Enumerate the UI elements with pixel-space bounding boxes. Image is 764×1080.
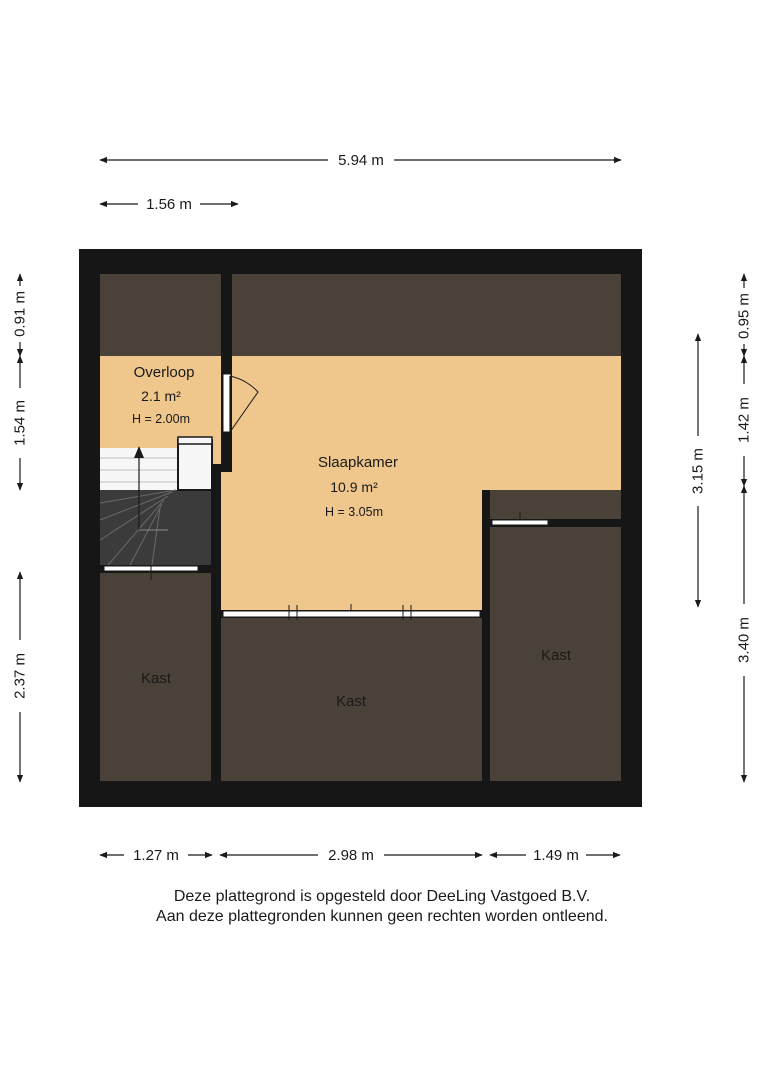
slaapkamer-area: 10.9 m² bbox=[330, 479, 378, 495]
kast-right-name: Kast bbox=[540, 647, 572, 664]
disclaimer bbox=[0, 887, 764, 927]
kast-mid-name: Kast bbox=[335, 693, 367, 710]
dim-bottom-right: 1.49 m bbox=[533, 847, 579, 864]
dim-bottom-left: 1.27 m bbox=[133, 847, 179, 864]
kast-left-name: Kast bbox=[140, 670, 172, 687]
dim-left-mid: 1.54 m bbox=[11, 400, 29, 446]
storage-right-ledge bbox=[482, 490, 621, 519]
dim-top-stair: 1.56 m bbox=[146, 196, 192, 213]
dim-left-top: 0.91 m bbox=[11, 291, 29, 337]
dim-bottom-mid: 2.98 m bbox=[328, 847, 374, 864]
dim-top-total: 5.94 m bbox=[338, 152, 384, 169]
overloop-height: H = 2.00m bbox=[131, 412, 191, 426]
disclaimer-line-2: Aan deze plattegronden kunnen geen rechten worden ontleend. bbox=[156, 908, 608, 925]
storage-top-left bbox=[100, 274, 221, 356]
dim-right-mid: 1.42 m bbox=[735, 397, 753, 443]
storage-top-right bbox=[232, 274, 621, 356]
slaapkamer-height: H = 3.05m bbox=[324, 505, 384, 519]
overloop-area: 2.1 m² bbox=[141, 388, 181, 404]
disclaimer-line-1: Deze plattegrond is opgesteld door DeeLing Vastgoed B.V. bbox=[173, 888, 591, 905]
dim-right-top: 0.95 m bbox=[735, 293, 753, 339]
dim-right-inner: 3.15 m bbox=[689, 448, 707, 494]
staircase bbox=[100, 437, 212, 565]
slaapkamer-name: Slaapkamer bbox=[317, 454, 399, 471]
dim-right-bottom: 3.40 m bbox=[735, 617, 753, 663]
dim-left-bottom: 2.37 m bbox=[11, 653, 29, 699]
overloop-name: Overloop bbox=[133, 364, 195, 381]
